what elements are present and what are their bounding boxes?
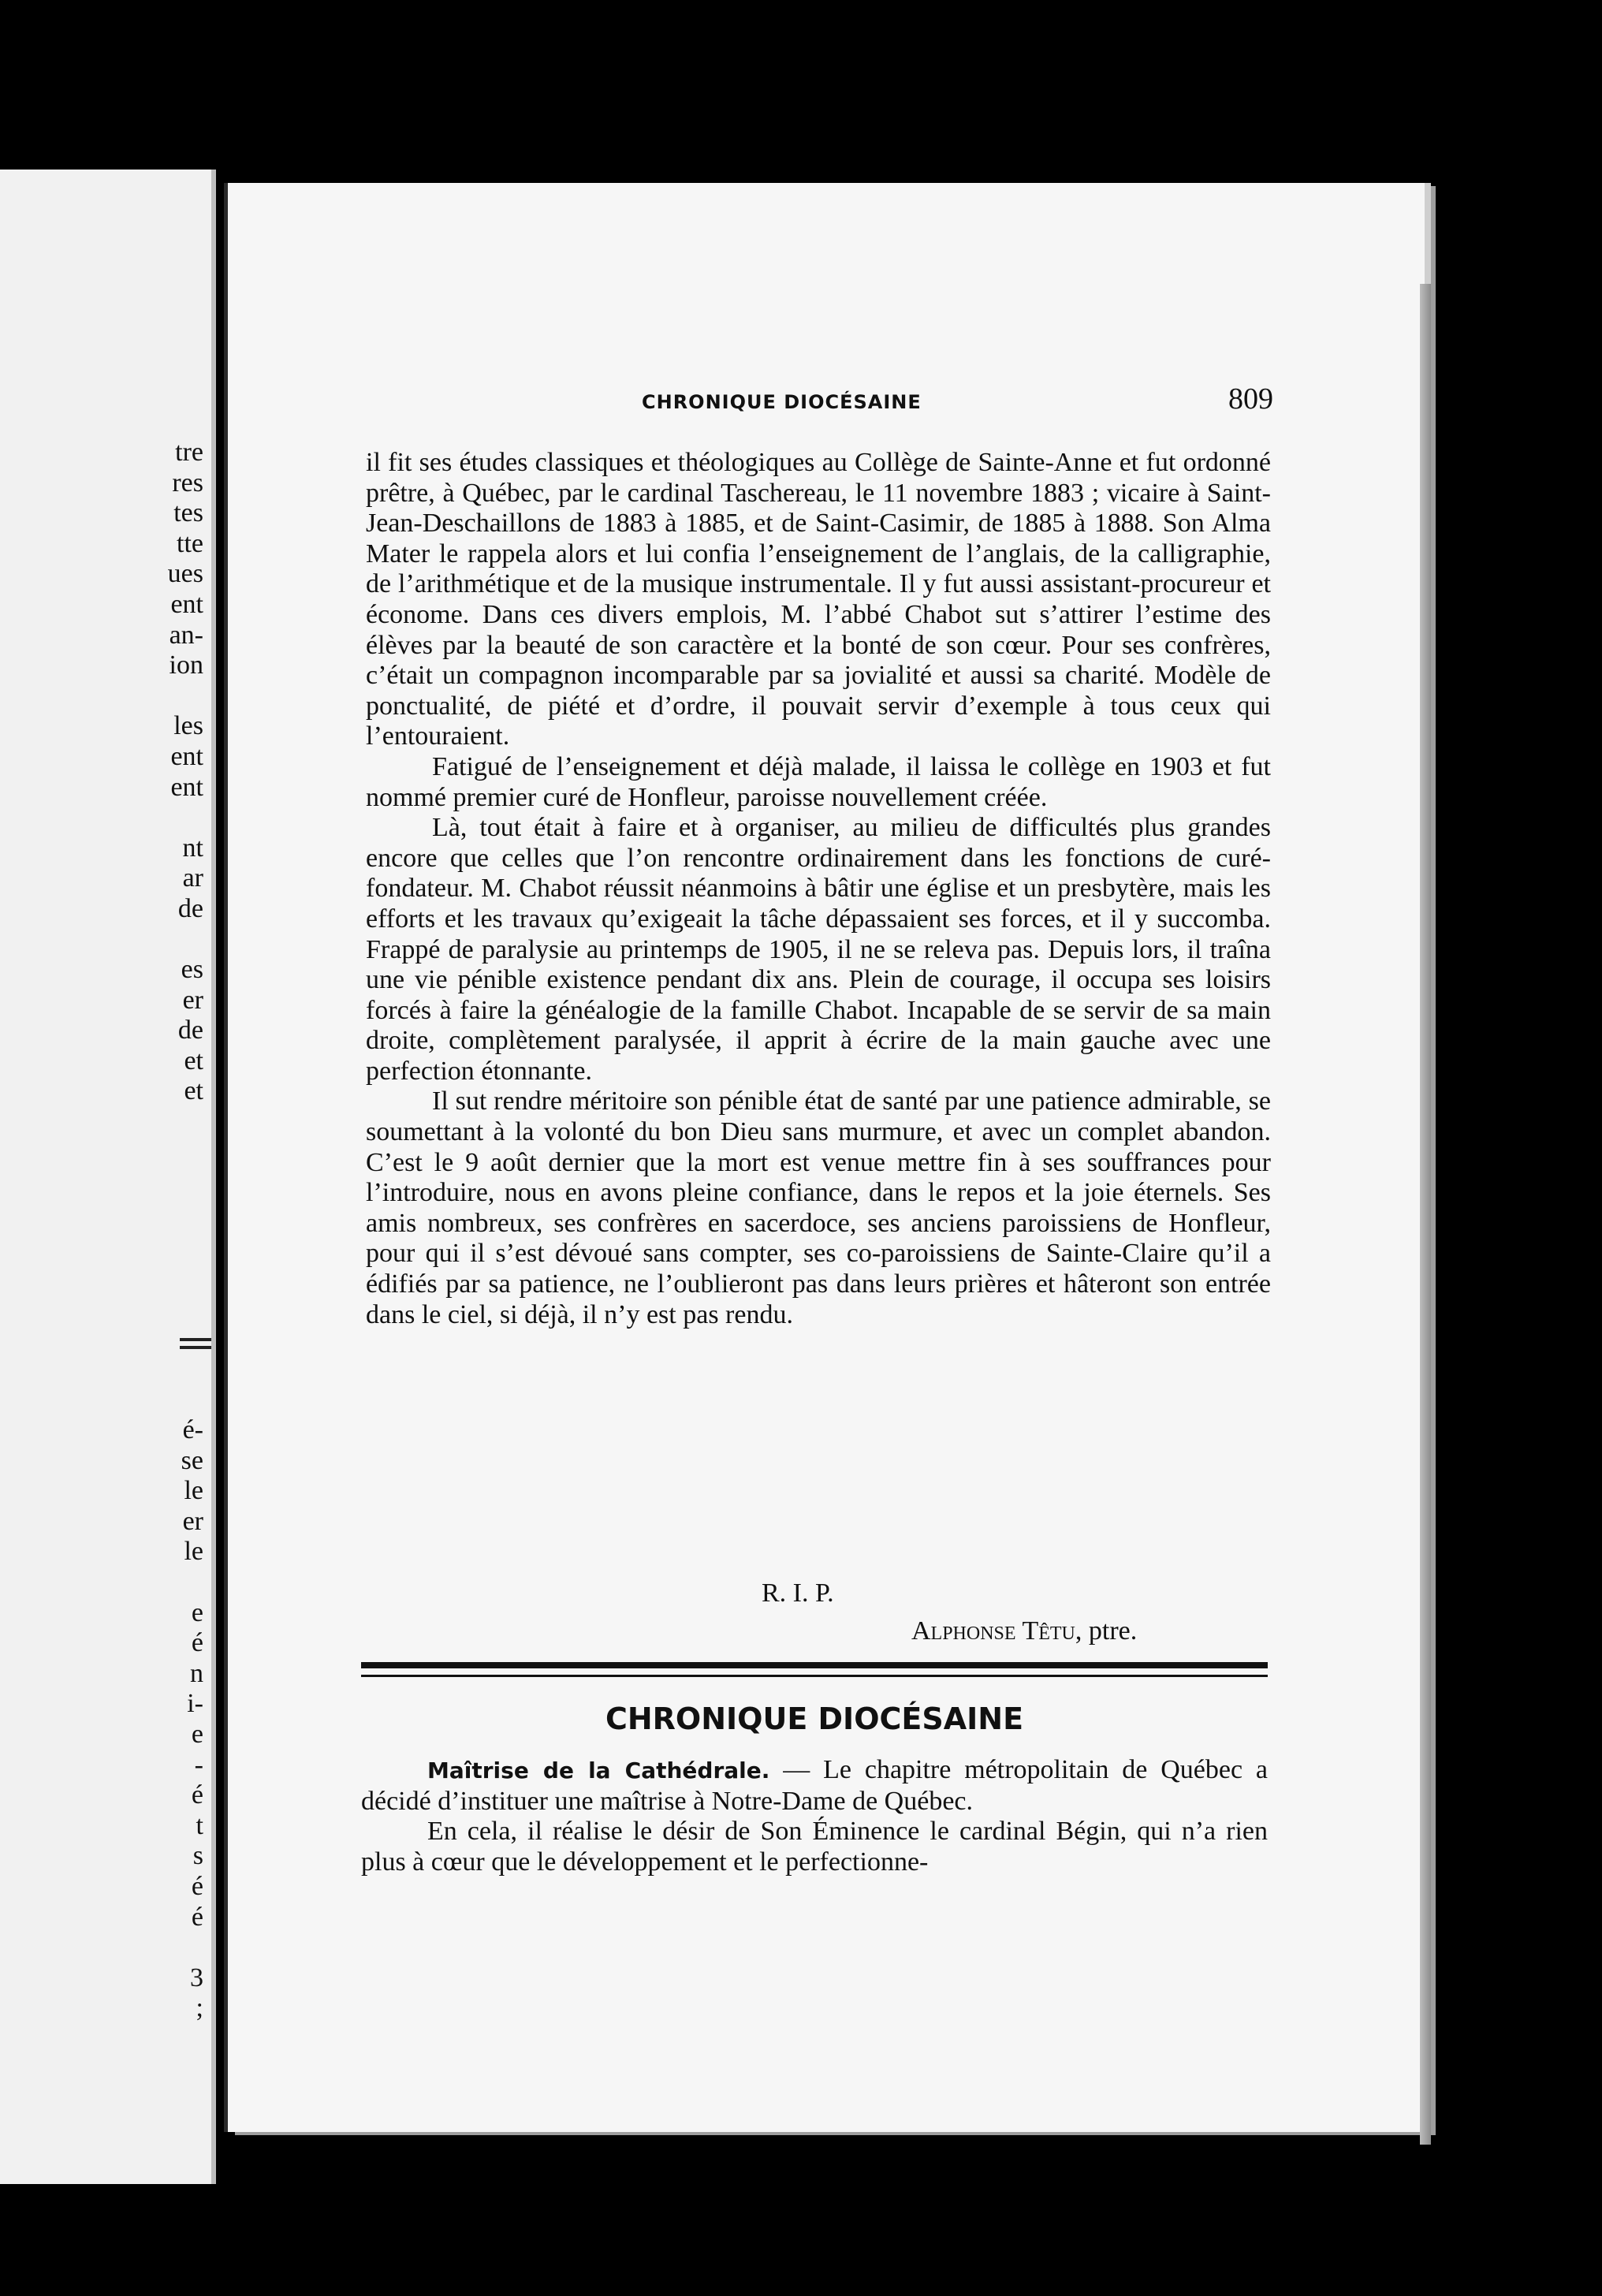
left-fragment-top-line: les bbox=[173, 711, 203, 741]
article-paragraph-1: il fit ses études classiques et théologiques au Collège de Sainte-Anne et fut ordonné prêtre, à Québec, par le cardinal Taschereau, le 11 novembre 1883 ; vicaire à Saint-Jean-Deschaillons de 1883 à 1885, et de Saint-Casimir, de 1885 à 1888. Son Alma Mater le rappela alors et lui confia l’enseignement de l’anglais, de la calligraphie, de l’arithmétique et de la musique instrumentale. Il y fut aussi assistant-procureur et économe. Dans ces divers emplois, M. l’abbé Chabot sut s’attirer l’estime des élèves par la beauté de son caractère et la bonté de son cœur. Pour ses confrères, c’était un compagnon incomparable par sa jovialité et aussi sa charité. Modèle de ponctualité, de piété et d’ordre, il pouvait servir d’exemple à tous ceux qui l’entouraient. bbox=[366, 448, 1271, 751]
section-rule-thick bbox=[361, 1662, 1268, 1668]
left-fragment-bottom-line: se bbox=[181, 1445, 203, 1475]
left-fragment-top-line: es bbox=[181, 955, 203, 985]
left-fragment-top-line: et bbox=[184, 1046, 203, 1075]
left-fragment-top-line: tte bbox=[177, 528, 203, 558]
section-rule-thin bbox=[361, 1675, 1268, 1677]
left-fragment-top-line: nt bbox=[182, 833, 203, 863]
left-page-fragments-bottom bbox=[109, 1415, 203, 2024]
running-header bbox=[642, 391, 1272, 413]
left-fragment-bottom-line: s bbox=[192, 1841, 203, 1871]
left-fragment-top-line bbox=[109, 925, 203, 956]
left-fragment-top-line: ent bbox=[170, 589, 203, 619]
closing-rip: R. I. P. bbox=[762, 1578, 834, 1608]
article-paragraph-2: Fatigué de l’enseignement et déjà malade, il laissa le collège en 1903 et fut nommé premier curé de Honfleur, paroisse nouvellement créée. bbox=[366, 751, 1271, 812]
page-edge bbox=[1420, 284, 1431, 2145]
left-fragment-top-line: an- bbox=[169, 620, 203, 650]
left-fragment-bottom-line: e bbox=[191, 1719, 203, 1749]
left-fragment-bottom-line: t bbox=[196, 1810, 203, 1840]
section-body bbox=[361, 1755, 1268, 1877]
left-fragment-bottom-line: é bbox=[191, 1780, 203, 1810]
signature bbox=[911, 1616, 1137, 1646]
left-fragment-bottom-line: n bbox=[190, 1658, 203, 1688]
left-fragment-bottom-line: le bbox=[184, 1476, 203, 1506]
left-fragment-top-line bbox=[109, 681, 203, 712]
section-title: CHRONIQUE DIOCÉSAINE bbox=[605, 1702, 1024, 1736]
left-fragment-bottom-line: é- bbox=[182, 1415, 203, 1444]
section-paragraph-1-text: — Le chapitre métropolitain de Québec a décidé d’instituer une maîtrise à Notre-Dame de Québec. bbox=[361, 1755, 1269, 1816]
left-fragment-top-line: ent bbox=[170, 772, 203, 802]
left-fragment-bottom-line: i- bbox=[187, 1689, 203, 1719]
left-fragment-bottom-line: le bbox=[184, 1537, 203, 1567]
left-fragment-bottom-line: é bbox=[191, 1902, 203, 1932]
left-fragment-bottom-line bbox=[109, 1567, 203, 1598]
signature-title: ptre. bbox=[1088, 1616, 1138, 1646]
left-fragment-top-line: de bbox=[177, 1016, 203, 1046]
runin-heading: Maîtrise de la Cathédrale. bbox=[427, 1757, 770, 1784]
left-fragment-bottom-line: ; bbox=[196, 1993, 203, 2023]
left-fragment-bottom-line: er bbox=[182, 1506, 203, 1536]
left-fragment-top-line: res bbox=[172, 468, 203, 498]
left-page-rule bbox=[180, 1338, 211, 1341]
left-page-fragments-top bbox=[109, 438, 203, 1107]
left-fragment-bottom-line: e bbox=[191, 1597, 203, 1627]
left-fragment-top-line: ent bbox=[170, 741, 203, 771]
left-fragment-bottom-line: 3 bbox=[190, 1962, 203, 1992]
signature-name: Alphonse Têtu, bbox=[911, 1616, 1082, 1646]
page-number: 809 bbox=[1228, 382, 1273, 416]
left-fragment-top-line: tre bbox=[175, 438, 203, 467]
section-paragraph-2: En cela, il réalise le désir de Son Éminence le cardinal Bégin, qui n’a rien plus à cœur que le développement et le perfectionne- bbox=[361, 1817, 1268, 1877]
left-fragment-top-line: ion bbox=[169, 650, 203, 680]
left-fragment-bottom-line: é bbox=[191, 1871, 203, 1901]
article-paragraph-3: Là, tout était à faire et à organiser, au milieu de difficultés plus grandes encore que celles que l’on rencontre ordinairement dans les fonctions de curé-fondateur. M. Chabot réussit néanmoins à bâtir une église et un presbytère, mais les efforts et les travaux qu’exigeait la tâche dépassaient ses forces, et il y succomba. Frappé de paralysie au printemps de 1905, il ne se releva pas. Depuis lors, il traîna une vie pénible existence pendant dix ans. Plein de courage, il occupa ses loisirs forcés à faire la généalogie de la famille Chabot. Incapable de se servir de sa main droite, complètement paralysée, il apprit à écrire de la main gauche avec une perfection étonnante. bbox=[366, 813, 1271, 1086]
left-page bbox=[0, 170, 216, 2184]
left-fragment-top-line bbox=[109, 803, 203, 833]
left-fragment-top-line: de bbox=[177, 893, 203, 923]
running-title: CHRONIQUE DIOCÉSAINE bbox=[642, 391, 922, 413]
article-paragraph-4: Il sut rendre méritoire son pénible état de santé par une patience admirable, se soumettant à la volonté du bon Dieu sans murmure, et avec un complet abandon. C’est le 9 août dernier que la mort est venue mettre fin à ses souffrances pour l’introduire, nous en avons pleine confiance, dans le repos et la joie éternels. Ses amis nombreux, ses confrères en sacerdoce, ses anciens paroissiens de Honfleur, pour qui il s’est dévoué sans compter, ses co-paroissiens de Sainte-Claire qu’il a édifiés par sa patience, ne l’oublieront pas dans leurs prières et hâteront son entrée dans le ciel, si déjà, il n’y est pas rendu. bbox=[366, 1086, 1271, 1329]
left-fragment-bottom-line: - bbox=[194, 1750, 203, 1780]
left-fragment-bottom-line bbox=[109, 1933, 203, 1963]
left-fragment-top-line: et bbox=[184, 1076, 203, 1106]
left-fragment-top-line: ar bbox=[182, 863, 203, 893]
left-fragment-top-line: ues bbox=[167, 559, 203, 589]
article-body bbox=[366, 448, 1271, 1330]
left-page-rule-thin bbox=[180, 1346, 211, 1349]
left-fragment-bottom-line: é bbox=[191, 1628, 203, 1658]
section-paragraph-1 bbox=[361, 1755, 1268, 1817]
left-fragment-top-line: tes bbox=[173, 498, 203, 528]
left-fragment-top-line: er bbox=[182, 985, 203, 1015]
